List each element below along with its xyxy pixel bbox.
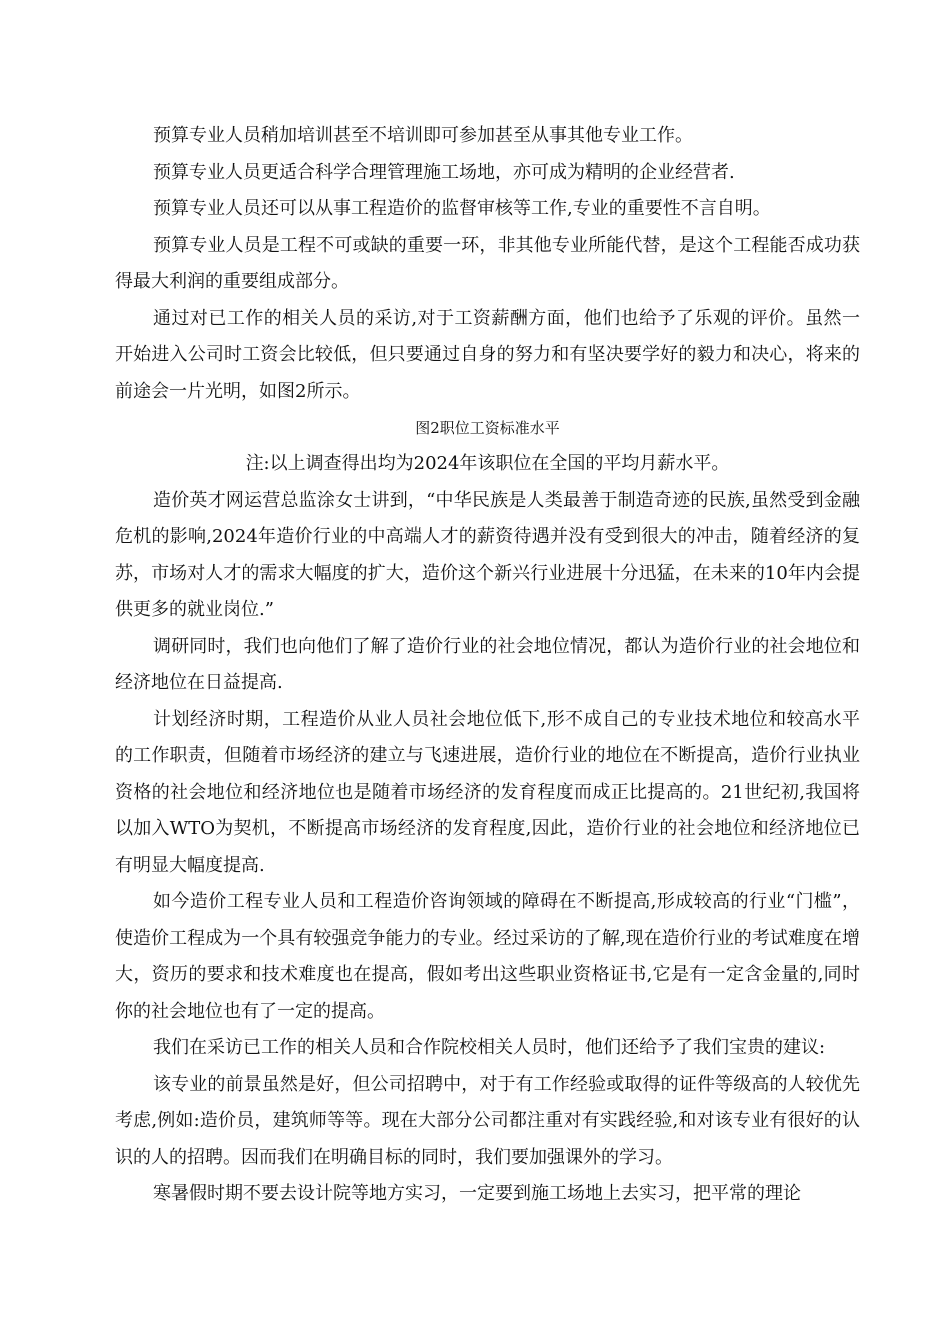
paragraph: 我们在采访已工作的相关人员和合作院校相关人员时，他们还给予了我们宝贵的建议: [153, 1037, 826, 1058]
paragraph: 预算专业人员是工程不可或缺的重要一环，非其他专业所能代替，是这个工程能否成功获得最大利润的重要组成部分。 [115, 234, 860, 292]
paragraph: 预算专业人员更适合科学合理管理施工场地，亦可成为精明的企业经营者. [153, 161, 735, 183]
paragraph: 调研同时，我们也向他们了解了造价行业的社会地位情况，都认为造价行业的社会地位和经济地位在日益提高. [115, 635, 860, 693]
document-body [115, 118, 860, 1213]
paragraph: 如今造价工程专业人员和工程造价咨询领域的障碍在不断提高,形成较高的行业“门槛”，使造价工程成为一个具有较强竞争能力的专业。经过采访的了解,现在造价行业的考试难度在增大，资历的要求和技术难度也在提高，假如考出这些职业资格证书,它是有一定含金量的,同时你的社会地位也有了一定的提高。 [115, 891, 860, 1022]
paragraph: 寒暑假时期不要去设计院等地方实习，一定要到施工场地上去实习，把平常的理论 [153, 1183, 801, 1204]
figure-caption: 图2职位工资标准水平 [415, 419, 560, 437]
figure-note: 注:以上调查得出均为2024年该职位在全国的平均月薪水平。 [245, 453, 730, 474]
paragraph: 该专业的前景虽然是好，但公司招聘中，对于有工作经验或取得的证件等级高的人较优先考虑,例如:造价员，建筑师等等。现在大部分公司都注重对有实践经验,和对该专业有很好的认识的人的招聘。因而我们在明确目标的同时，我们要加强课外的学习。 [115, 1073, 860, 1168]
paragraph: 造价英才网运营总监涂女士讲到，“中华民族是人类最善于制造奇迹的民族,虽然受到金融危机的影响,2024年造价行业的中高端人才的薪资待遇并没有受到很大的冲击，随着经济的复苏，市场对人才的需求大幅度的扩大，造价这个新兴行业进展十分迅猛，在未来的10年内会提供更多的就业岗位.” [115, 489, 860, 620]
paragraph: 通过对已工作的相关人员的采访,对于工资薪酬方面，他们也给予了乐观的评价。虽然一开始进入公司时工资会比较低，但只要通过自身的努力和有坚决要学好的毅力和决心，将来的前途会一片光明，如图2所示。 [115, 307, 860, 402]
paragraph: 预算专业人员还可以从事工程造价的监督审核等工作,专业的重要性不言自明。 [153, 198, 771, 219]
paragraph: 预算专业人员稍加培训甚至不培训即可参加甚至从事其他专业工作。 [153, 125, 693, 146]
paragraph: 计划经济时期，工程造价从业人员社会地位低下,形不成自己的专业技术地位和较高水平的工作职责，但随着市场经济的建立与飞速进展，造价行业的地位在不断提高，造价行业执业资格的社会地位和经济地位也是随着市场经济的发育程度而成正比提高的。21世纪初,我国将以加入WTO为契机，不断提高市场经济的发育程度,因此，造价行业的社会地位和经济地位已有明显大幅度提高. [115, 708, 860, 876]
